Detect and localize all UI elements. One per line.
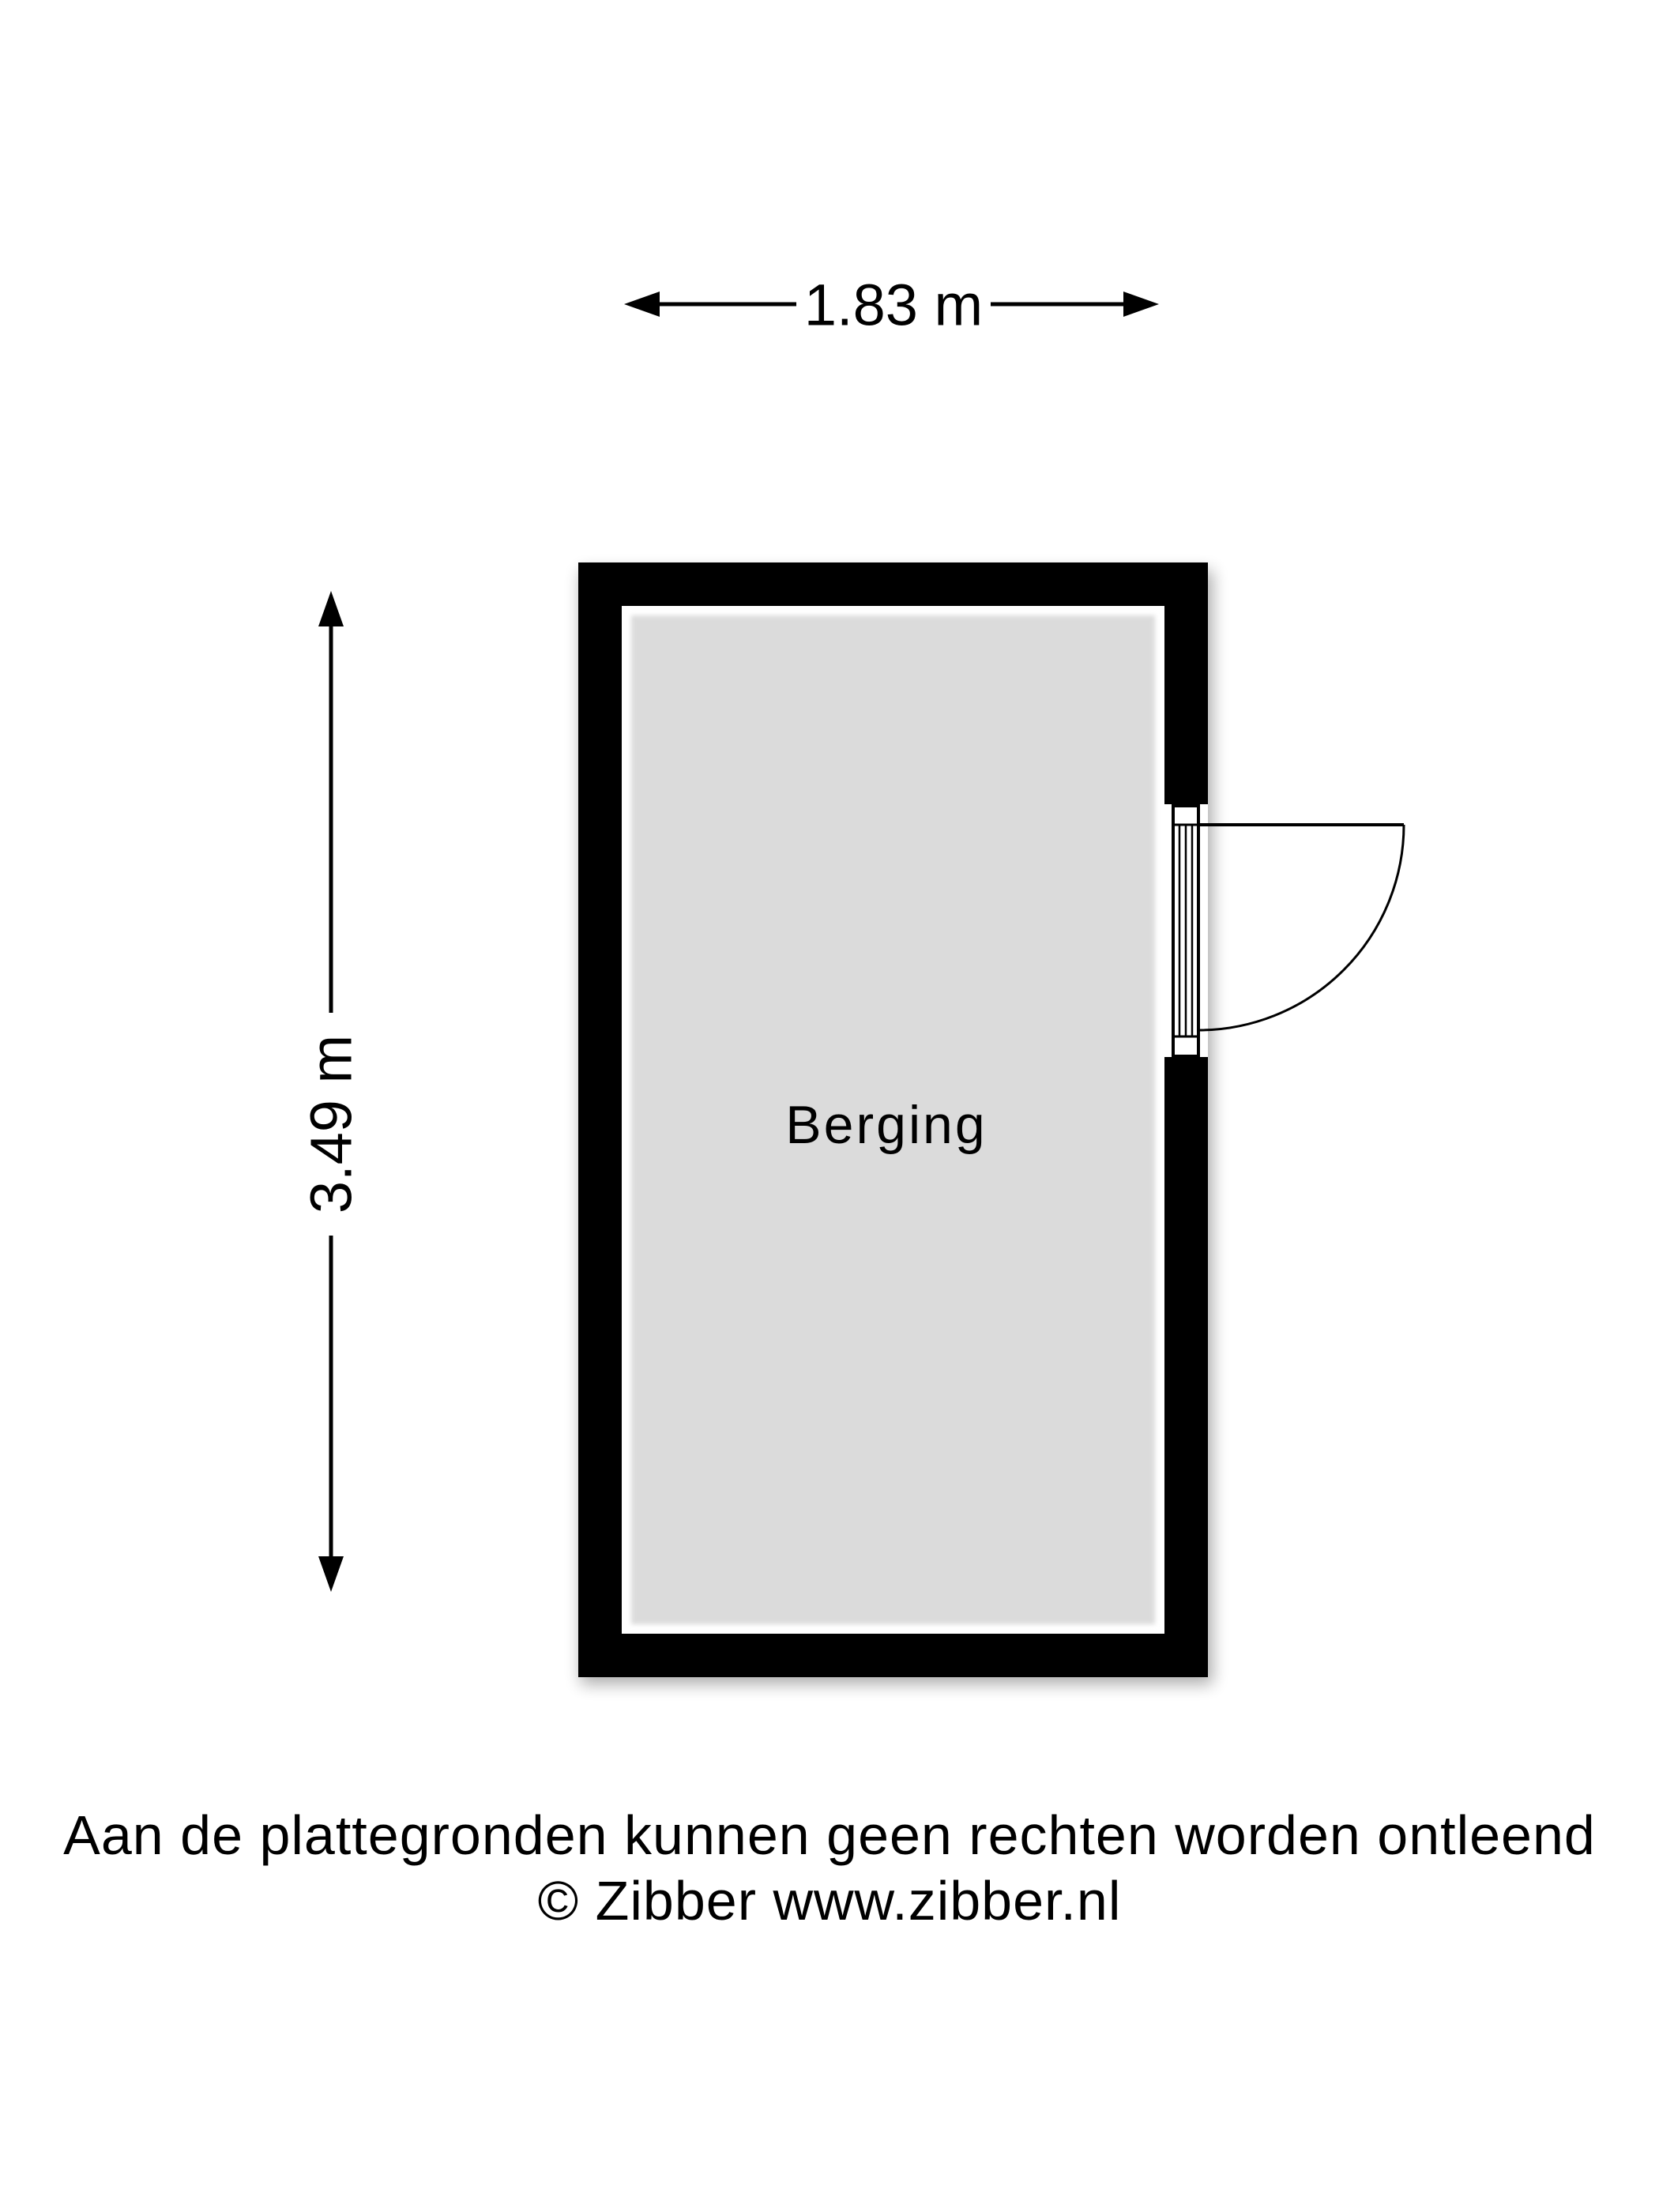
- arrow-left-icon: [624, 292, 660, 317]
- arrow-down-icon: [318, 1556, 344, 1592]
- arrow-right-icon: [1123, 292, 1159, 317]
- arrow-up-icon: [318, 591, 344, 626]
- wall-top: [578, 562, 1208, 606]
- room-name-label: Berging: [785, 1095, 988, 1155]
- footer-disclaimer: Aan de plattegronden kunnen geen rechten worden ontleend: [63, 1804, 1596, 1866]
- wall-bottom: [578, 1634, 1208, 1677]
- depth-dimension-label: 3.49 m: [298, 1034, 364, 1214]
- door-swing-arc: [1198, 825, 1404, 1030]
- width-dimension-label: 1.83 m: [803, 272, 984, 338]
- wall-left: [578, 562, 622, 1677]
- wall-right-lower: [1164, 1057, 1208, 1677]
- wall-right-upper: [1164, 562, 1208, 804]
- footer-copyright: © Zibber www.zibber.nl: [537, 1870, 1122, 1932]
- door-frame: [1173, 806, 1198, 1056]
- door-swing: [1198, 825, 1404, 1030]
- footer: [0, 1803, 1659, 1934]
